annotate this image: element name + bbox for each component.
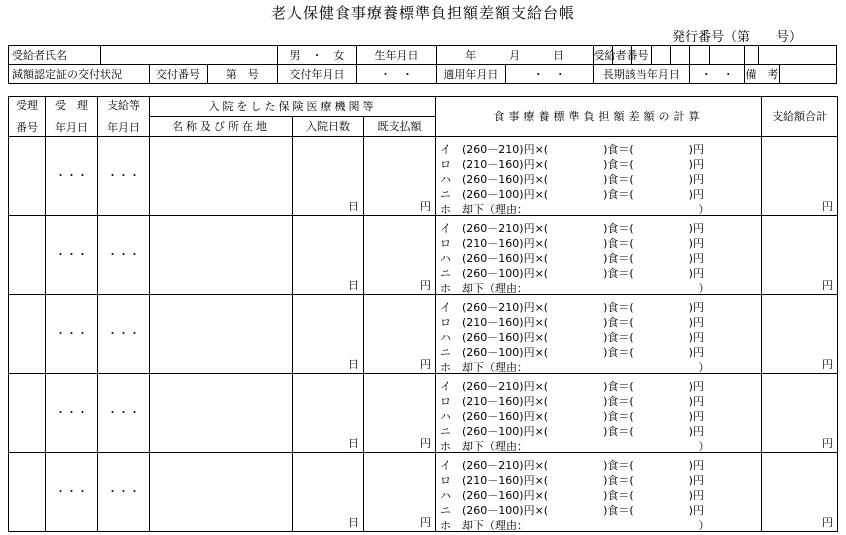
recipient-number-label: 受給者番号 xyxy=(593,46,612,65)
calc-line[interactable]: ハ (260－160)円×( )食＝( )円 xyxy=(440,331,704,344)
calc-lines xyxy=(440,221,710,296)
calc-line[interactable]: ニ (260－100)円×( )食＝( )円 xyxy=(440,346,704,359)
certificate-status-label: 減額認定証の交付状況 xyxy=(9,65,150,84)
institution-cell[interactable] xyxy=(150,374,293,453)
header-accept-date: 受 理 年月日 xyxy=(46,97,98,137)
accept-date-placeholder: ・・・ xyxy=(55,327,88,340)
header-total: 支給額合計 xyxy=(762,97,838,137)
issue-date-field[interactable]: ・ ・ xyxy=(357,65,436,84)
accept-no-cell[interactable] xyxy=(9,295,46,374)
calc-line[interactable]: イ (260－210)円×( )食＝( )円 xyxy=(440,380,704,393)
calc-line[interactable]: イ (260－210)円×( )食＝( )円 xyxy=(440,222,704,235)
recipient-info-table xyxy=(8,45,837,84)
paid-cell[interactable] xyxy=(364,295,436,374)
remarks-label: 備 考 xyxy=(745,65,780,84)
apply-date-label: 適用年月日 xyxy=(436,65,505,84)
days-cell[interactable] xyxy=(293,137,364,216)
issue-no-field[interactable]: 第 号 xyxy=(207,65,277,84)
day-unit: 日 xyxy=(348,279,359,292)
days-cell[interactable] xyxy=(293,453,364,532)
pay-date-placeholder: ・・・ xyxy=(107,485,140,498)
days-cell[interactable] xyxy=(293,374,364,453)
calc-lines xyxy=(440,458,710,533)
header-paid: 既支払額 xyxy=(364,117,436,137)
header-calc: 食事療養標準負担額差額の計算 xyxy=(436,97,762,137)
recipient-number-digit-5[interactable] xyxy=(690,46,709,65)
recipient-number-digit-6[interactable] xyxy=(709,46,745,65)
days-cell[interactable] xyxy=(293,295,364,374)
total-yen-unit: 円 xyxy=(822,279,834,292)
accept-date-cell[interactable] xyxy=(46,374,98,453)
calc-cell xyxy=(436,374,762,453)
pay-date-placeholder: ・・・ xyxy=(107,327,140,340)
accept-no-cell[interactable] xyxy=(9,374,46,453)
long-term-label: 長期該当年月日 xyxy=(593,65,690,84)
accept-no-cell[interactable] xyxy=(9,216,46,295)
calc-line[interactable]: ホ 却下（理由： ） xyxy=(440,361,710,374)
days-cell[interactable] xyxy=(293,216,364,295)
ledger-row xyxy=(9,216,838,295)
accept-date-placeholder: ・・・ xyxy=(55,169,88,182)
recipient-number-digit-4[interactable] xyxy=(670,46,689,65)
calc-line[interactable]: ロ (210－160)円×( )食＝( )円 xyxy=(440,395,704,408)
recipient-number-digit-3[interactable] xyxy=(651,46,670,65)
day-unit: 日 xyxy=(348,200,359,213)
calc-line[interactable]: ニ (260－100)円×( )食＝( )円 xyxy=(440,504,704,517)
accept-date-placeholder: ・・・ xyxy=(55,485,88,498)
yen-unit: 円 xyxy=(420,358,432,371)
total-cell[interactable] xyxy=(762,453,838,532)
total-cell[interactable] xyxy=(762,374,838,453)
accept-date-cell[interactable] xyxy=(46,216,98,295)
pay-date-placeholder: ・・・ xyxy=(107,248,140,261)
header-accept-no: 受理 番号 xyxy=(9,97,46,137)
paid-cell[interactable] xyxy=(364,137,436,216)
issue-no-label: 交付番号 xyxy=(149,65,207,84)
calc-line[interactable]: ニ (260－100)円×( )食＝( )円 xyxy=(440,425,704,438)
calc-cell xyxy=(436,137,762,216)
long-term-field[interactable]: ・ ・ xyxy=(690,65,745,84)
apply-date-field[interactable]: ・ ・ xyxy=(505,65,593,84)
calc-line[interactable]: ホ 却下（理由： ） xyxy=(440,203,710,216)
day-unit: 日 xyxy=(348,437,359,450)
day-unit: 日 xyxy=(348,516,359,529)
header-days: 入院日数 xyxy=(293,117,364,137)
yen-unit: 円 xyxy=(420,279,432,292)
accept-date-placeholder: ・・・ xyxy=(55,248,88,261)
accept-date-placeholder: ・・・ xyxy=(55,406,88,419)
calc-line[interactable]: ロ (210－160)円×( )食＝( )円 xyxy=(440,237,704,250)
paid-cell[interactable] xyxy=(364,453,436,532)
accept-date-cell[interactable] xyxy=(46,295,98,374)
ledger-table xyxy=(8,96,838,532)
institution-cell[interactable] xyxy=(150,216,293,295)
paid-cell[interactable] xyxy=(364,216,436,295)
header-institution-name: 名称及び所在地 xyxy=(150,117,293,137)
accept-no-cell[interactable] xyxy=(9,137,46,216)
day-unit: 日 xyxy=(348,358,359,371)
total-yen-unit: 円 xyxy=(822,200,834,213)
calc-line[interactable]: ハ (260－160)円×( )食＝( )円 xyxy=(440,252,704,265)
calc-cell xyxy=(436,453,762,532)
birth-date-field[interactable]: 年 月 日 xyxy=(436,46,593,65)
calc-line[interactable]: ハ (260－160)円×( )食＝( )円 xyxy=(440,489,704,502)
ledger-row xyxy=(9,453,838,532)
pay-date-cell[interactable] xyxy=(98,137,150,216)
pay-date-cell[interactable] xyxy=(98,453,150,532)
calc-line[interactable]: ハ (260－160)円×( )食＝( )円 xyxy=(440,173,704,186)
total-yen-unit: 円 xyxy=(822,358,834,371)
issue-date-label: 交付年月日 xyxy=(277,65,356,84)
ledger-row xyxy=(9,295,838,374)
calc-line[interactable]: ロ (210－160)円×( )食＝( )円 xyxy=(440,158,704,171)
accept-no-cell[interactable] xyxy=(9,453,46,532)
accept-date-cell[interactable] xyxy=(46,453,98,532)
header-institution-group: 入院をした保険医療機関等 xyxy=(150,97,436,117)
ledger-row xyxy=(9,137,838,216)
calc-line[interactable]: ロ (210－160)円×( )食＝( )円 xyxy=(440,474,704,487)
recipient-number-digit-7[interactable] xyxy=(745,46,759,65)
total-yen-unit: 円 xyxy=(822,516,834,529)
calc-line[interactable]: イ (260－210)円×( )食＝( )円 xyxy=(440,301,704,314)
calc-line[interactable]: ニ (260－100)円×( )食＝( )円 xyxy=(440,267,704,280)
ledger-title: 老人保健食事療養標準負担額差額支給台帳 xyxy=(270,4,575,22)
calc-cell xyxy=(436,216,762,295)
accept-date-cell[interactable] xyxy=(46,137,98,216)
calc-line[interactable]: ホ 却下（理由： ） xyxy=(440,519,710,532)
issue-number: 発行番号（第 号） xyxy=(672,30,803,45)
calc-line[interactable]: ニ (260－100)円×( )食＝( )円 xyxy=(440,188,704,201)
institution-cell[interactable] xyxy=(150,137,293,216)
yen-unit: 円 xyxy=(420,200,432,213)
pay-date-cell[interactable] xyxy=(98,374,150,453)
calc-line[interactable]: ホ 却下（理由： ） xyxy=(440,282,710,295)
total-yen-unit: 円 xyxy=(822,437,834,450)
calc-line[interactable]: ホ 却下（理由： ） xyxy=(440,440,710,453)
calc-lines xyxy=(440,300,710,375)
calc-line[interactable]: ロ (210－160)円×( )食＝( )円 xyxy=(440,316,704,329)
calc-lines xyxy=(440,142,710,217)
total-cell[interactable] xyxy=(762,137,838,216)
header-pay-date: 支給等 年月日 xyxy=(98,97,150,137)
calc-line[interactable]: ハ (260－160)円×( )食＝( )円 xyxy=(440,410,704,423)
institution-cell[interactable] xyxy=(150,295,293,374)
calc-line[interactable]: イ (260－210)円×( )食＝( )円 xyxy=(440,459,704,472)
recipient-number-digit-8[interactable] xyxy=(759,46,837,65)
ledger-row xyxy=(9,374,838,453)
pay-date-placeholder: ・・・ xyxy=(107,169,140,182)
remarks-field[interactable] xyxy=(779,65,836,84)
calc-line[interactable]: イ (260－210)円×( )食＝( )円 xyxy=(440,143,704,156)
birth-date-label: 生年月日 xyxy=(357,46,436,65)
total-cell[interactable] xyxy=(762,295,838,374)
calc-cell xyxy=(436,295,762,374)
institution-cell[interactable] xyxy=(150,453,293,532)
paid-cell[interactable] xyxy=(364,374,436,453)
sex-options[interactable]: 男 ・ 女 xyxy=(277,46,356,65)
pay-date-placeholder: ・・・ xyxy=(107,406,140,419)
yen-unit: 円 xyxy=(420,516,432,529)
pay-date-cell[interactable] xyxy=(98,295,150,374)
pay-date-cell[interactable] xyxy=(98,216,150,295)
yen-unit: 円 xyxy=(420,437,432,450)
calc-lines xyxy=(440,379,710,454)
recipient-name-label: 受給者氏名 xyxy=(9,46,101,65)
total-cell[interactable] xyxy=(762,216,838,295)
recipient-name-field[interactable] xyxy=(100,46,277,65)
